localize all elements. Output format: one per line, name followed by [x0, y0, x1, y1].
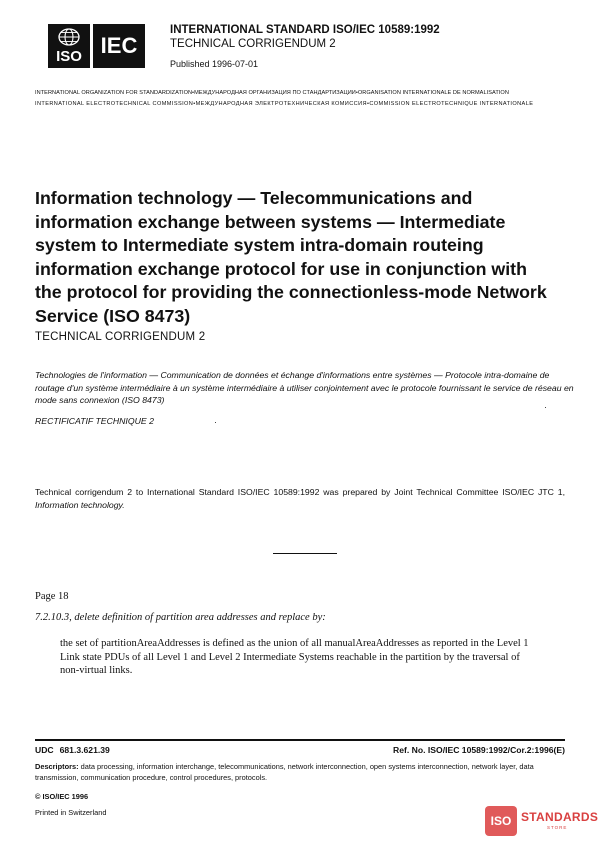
udc-label: UDC	[35, 745, 54, 755]
organization-line-iec: INTERNATIONAL ELECTROTECHNICAL COMMISSION•МЕЖДУНАРОДНАЯ ЭЛЕКТРОТЕХНИЧЕСКАЯ КОМИССИЯ•COMMISSION ELECTROTECHNIQUE INTERNATIONALE	[35, 101, 534, 107]
watermark-text: STANDARDS	[521, 810, 599, 824]
reference-number: Ref. No. ISO/IEC 10589:1992/Cor.2:1996(E)	[393, 745, 565, 755]
copyright-notice: © ISO/IEC 1996	[35, 792, 89, 801]
scan-speck	[215, 422, 216, 423]
printed-in: Printed in Switzerland	[35, 808, 107, 817]
committee-name: Information technology.	[35, 499, 125, 510]
french-rectificatif: RECTIFICATIF TECHNIQUE 2	[35, 416, 154, 426]
descriptors	[35, 762, 565, 783]
watermark-subtext: STORE	[547, 825, 568, 830]
corrigendum-heading: TECHNICAL CORRIGENDUM 2	[35, 331, 206, 343]
iec-logo	[93, 24, 145, 68]
standards-store-watermark	[485, 806, 597, 836]
published-date: Published 1996-07-01	[170, 59, 259, 69]
replacement-text: the set of partitionAreaAddresses is defined as the union of all manualAreaAddresses as reported in the Level 1 Link state PDUs of all Level 1 and Level 2 Intermediate Systems reachable in the partition by the traversal of non-virtual links.	[60, 638, 529, 676]
descriptors-list: data processing, information interchange, telecommunications, network interconnection, open systems interconnection, network layer, data transmission, communication procedure, control procedures, protocols.	[35, 762, 534, 782]
separator-line	[273, 553, 337, 554]
corrigendum-label: TECHNICAL CORRIGENDUM 2	[170, 38, 336, 50]
scan-speck	[545, 407, 546, 408]
footer-rule	[35, 739, 565, 741]
iso-logo-text: ISO	[56, 48, 82, 65]
iso-logo	[48, 24, 90, 68]
organization-line-iso: INTERNATIONAL ORGANIZATION FOR STANDARDIZATION•МЕЖДУНАРОДНАЯ ОРГАНИЗАЦИЯ ПО СТАНДАРТИЗАЦИИ•ORGANISATION INTERNATIONALE DE NORMALISATION	[35, 90, 509, 96]
iec-logo-text: IEC	[100, 33, 138, 58]
udc-classification	[35, 745, 110, 755]
french-title: Technologies de l'information — Communication de données et échange d'informations entre systèmes — Protocole intra-domaine de routage d'un système intermédiaire à un système intermédiaire à utiliser conjointement avec le protocole fournissant le service de réseau en mode sans connexion (ISO 8473)	[35, 370, 574, 405]
standard-number: INTERNATIONAL STANDARD ISO/IEC 10589:1992	[170, 24, 440, 36]
descriptors-label: Descriptors:	[35, 762, 79, 771]
globe-icon	[58, 28, 80, 46]
foreword-paragraph	[35, 486, 565, 511]
page-reference: Page 18	[35, 591, 69, 602]
document-title: Information technology — Telecommunications and information exchange between systems — Intermediate system to Intermediate system intra-domain routeing information exchange protocol for use in conjunction with the protocol for providing the connectionless-mode Network Service (ISO 8473)	[35, 188, 547, 326]
amendment-instruction: 7.2.10.3, delete definition of partition area addresses and replace by:	[35, 612, 326, 623]
udc-value: 681.3.621.39	[59, 745, 110, 755]
iso-iec-logo	[48, 24, 145, 68]
watermark-iso-badge: ISO	[485, 806, 517, 836]
foreword-text: Technical corrigendum 2 to International Standard ISO/IEC 10589:1992 was prepared by Joint Technical Committee ISO/IEC JTC 1,	[35, 487, 565, 497]
